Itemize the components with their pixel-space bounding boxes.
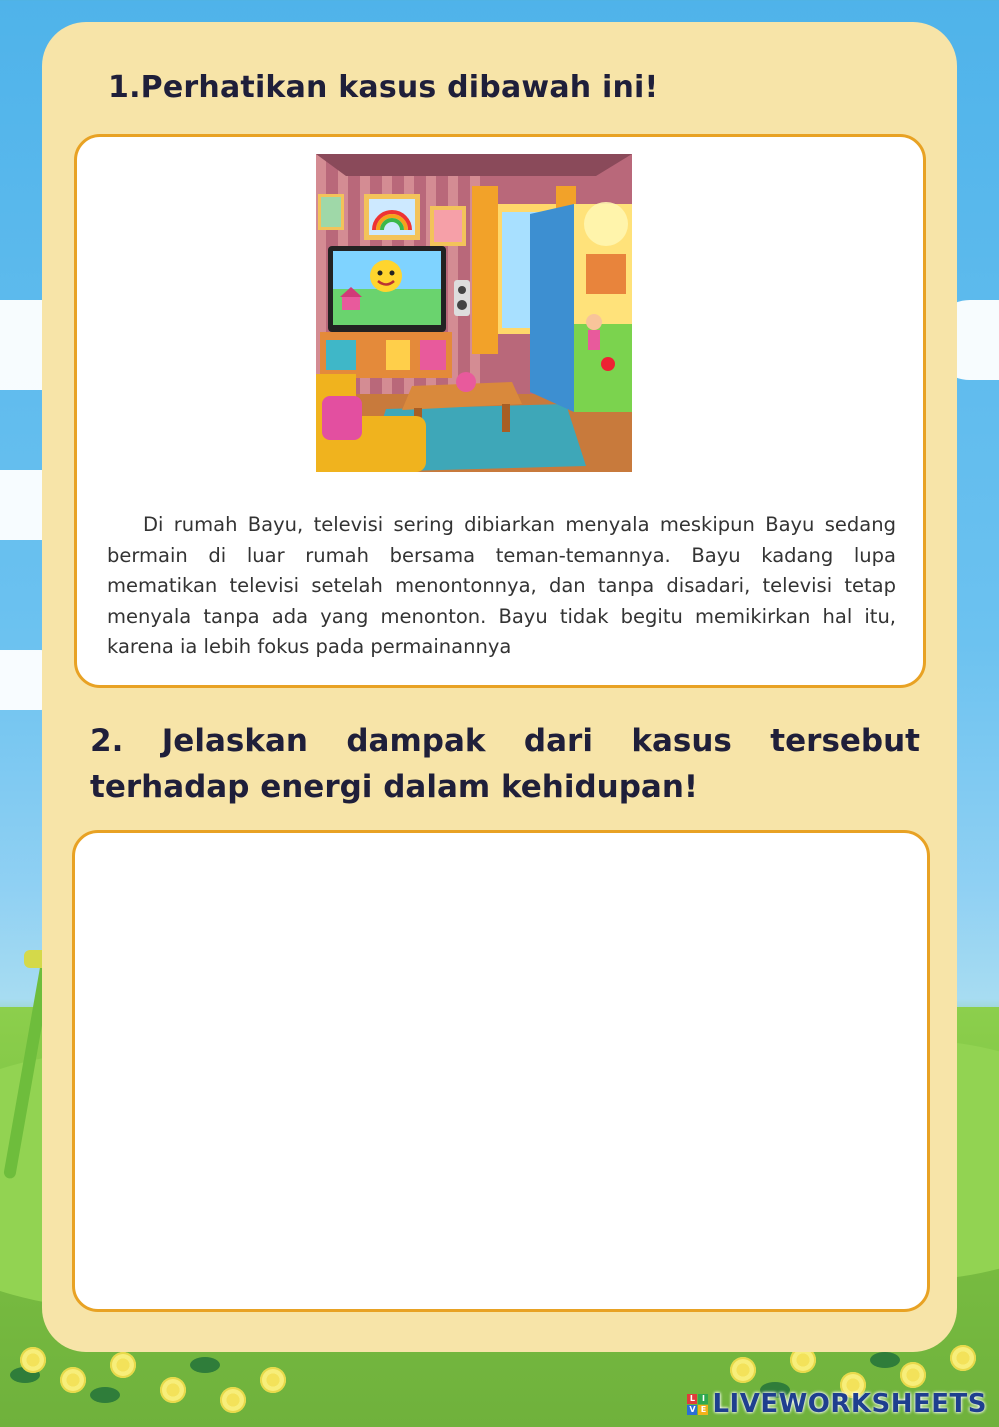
liveworksheets-logo-icon <box>687 1394 708 1415</box>
living-room-tv-illustration <box>316 154 632 472</box>
logo-letter: I <box>698 1394 708 1404</box>
case-description-text: Di rumah Bayu, televisi sering dibiarkan menyala meskipun Bayu sedang bermain di luar rumah bersama teman-temannya. Bayu kadang lupa mematikan televisi setelah menontonnya, dan tanpa disadari, televisi tetap menyala tanpa ada yang menonton. Bayu tidak begitu memikirkan hal itu, karena ia lebih fokus pada permainannya <box>107 513 896 658</box>
logo-letter: L <box>687 1394 697 1404</box>
question-2-title: 2. Jelaskan dampak dari kasus tersebut terhadap energi dalam kehidupan! <box>90 723 920 805</box>
logo-letter: V <box>689 1404 696 1414</box>
liveworksheets-brand[interactable] <box>687 1389 987 1419</box>
question-1-title: 1.Perhatikan kasus dibawah ini! <box>108 70 659 105</box>
brand-name: LIVEWORKSHEETS <box>712 1389 987 1419</box>
answer-input[interactable] <box>72 830 930 1312</box>
logo-letter: E <box>698 1405 708 1415</box>
